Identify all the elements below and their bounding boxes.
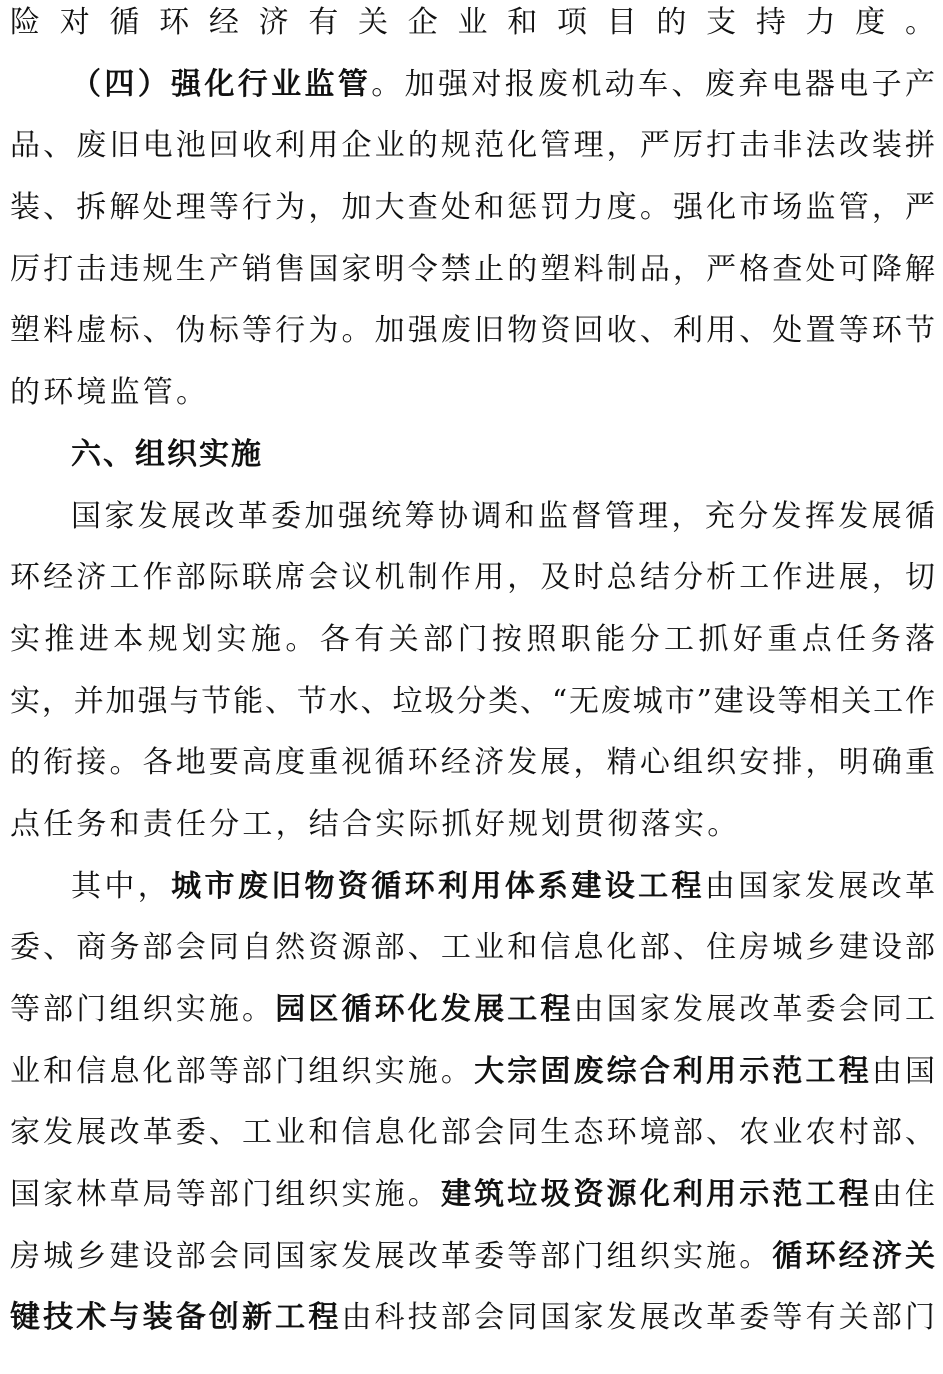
document-page bbox=[10, 0, 935, 1357]
project-name-bold: 建筑垃圾资源化利用示范工程 bbox=[440, 1177, 872, 1213]
paragraph-line bbox=[10, 1172, 935, 1234]
text-run: 由国 bbox=[871, 1053, 935, 1089]
section-heading bbox=[10, 432, 935, 494]
section-title: 六、组织实施 bbox=[71, 436, 263, 472]
text-run: 家发展改革委、工业和信息化部会同生态环境部、农业农村部、 bbox=[10, 1115, 935, 1151]
paragraph-line bbox=[10, 1049, 935, 1111]
text-run: 塑料虚标、伪标等行为。加强废旧物资回收、利用、处置等环节 bbox=[10, 313, 935, 349]
subsection-heading: （四）强化行业监管 bbox=[71, 66, 372, 102]
paragraph-line bbox=[10, 1295, 935, 1357]
paragraph-line bbox=[10, 740, 935, 802]
paragraph-line bbox=[10, 494, 935, 556]
text-run: 业和信息化部等部门组织实施。 bbox=[10, 1053, 475, 1089]
paragraph-line bbox=[10, 802, 935, 864]
subsection-heading-line bbox=[10, 62, 935, 124]
paragraph-line bbox=[10, 247, 935, 309]
paragraph-line bbox=[10, 864, 935, 926]
text-run: 品、废旧电池回收利用企业的规范化管理，严厉打击非法改装拼 bbox=[10, 128, 935, 164]
text-run: 点任务和责任分工，结合实际抓好规划贯彻落实。 bbox=[10, 806, 741, 842]
text-run: 实，并加强与节能、节水、垃圾分类、“无废城市”建设等相关工作 bbox=[10, 683, 935, 719]
project-name-bold: 大宗固废综合利用示范工程 bbox=[474, 1053, 872, 1089]
text-run: 国家发展改革委加强统筹协调和监督管理，充分发挥发展循 bbox=[71, 498, 935, 534]
text-run: 等部门组织实施。 bbox=[10, 992, 276, 1027]
paragraph-line bbox=[10, 308, 935, 370]
paragraph-line bbox=[10, 617, 935, 679]
text-run: 由国家发展改革 bbox=[704, 868, 935, 904]
paragraph-line bbox=[10, 555, 935, 617]
text-run: 环经济工作部际联席会议机制作用，及时总结分析工作进展，切 bbox=[10, 560, 935, 596]
text-run: 险对循环经济有关企业和项目的支持力度。 bbox=[10, 5, 935, 40]
text-run: 委、商务部会同自然资源部、工业和信息化部、住房城乡建设部 bbox=[10, 930, 935, 966]
text-run: 其中， bbox=[71, 868, 172, 904]
paragraph-line bbox=[10, 987, 935, 1049]
paragraph-line bbox=[10, 679, 935, 741]
text-run: 国家林草局等部门组织实施。 bbox=[10, 1177, 441, 1213]
text-run: 由住 bbox=[871, 1177, 935, 1213]
text-run: 由国家发展改革委会同工 bbox=[573, 992, 935, 1027]
text-run: 装、拆解处理等行为，加大查处和惩罚力度。强化市场监管，严 bbox=[10, 190, 935, 226]
paragraph-line bbox=[10, 370, 935, 432]
text-run: 由科技部会同国家发展改革委等有关部门 bbox=[341, 1300, 935, 1336]
paragraph-line bbox=[10, 123, 935, 185]
text-run: 的环境监管。 bbox=[10, 375, 210, 411]
text-run: 房城乡建设部会同国家发展改革委等部门组织实施。 bbox=[10, 1238, 773, 1274]
paragraph-line bbox=[10, 1110, 935, 1172]
project-name-bold: 循环经济关 bbox=[772, 1238, 935, 1274]
paragraph-line bbox=[10, 0, 935, 62]
text-run: 厉打击违规生产销售国家明令禁止的塑料制品，严格查处可降解 bbox=[10, 251, 935, 287]
text-run: 实推进本规划实施。各有关部门按照职能分工抓好重点任务落 bbox=[10, 621, 935, 657]
project-name-bold: 园区循环化发展工程 bbox=[275, 992, 574, 1027]
project-name-bold: 键技术与装备创新工程 bbox=[10, 1300, 342, 1336]
project-name-bold: 城市废旧物资循环利用体系建设工程 bbox=[171, 868, 705, 904]
paragraph-line bbox=[10, 1234, 935, 1296]
paragraph-line bbox=[10, 185, 935, 247]
paragraph-line bbox=[10, 925, 935, 987]
text-run: 。加强对报废机动车、废弃电器电子产 bbox=[371, 66, 935, 102]
text-run: 的衔接。各地要高度重视循环经济发展，精心组织安排，明确重 bbox=[10, 745, 935, 781]
